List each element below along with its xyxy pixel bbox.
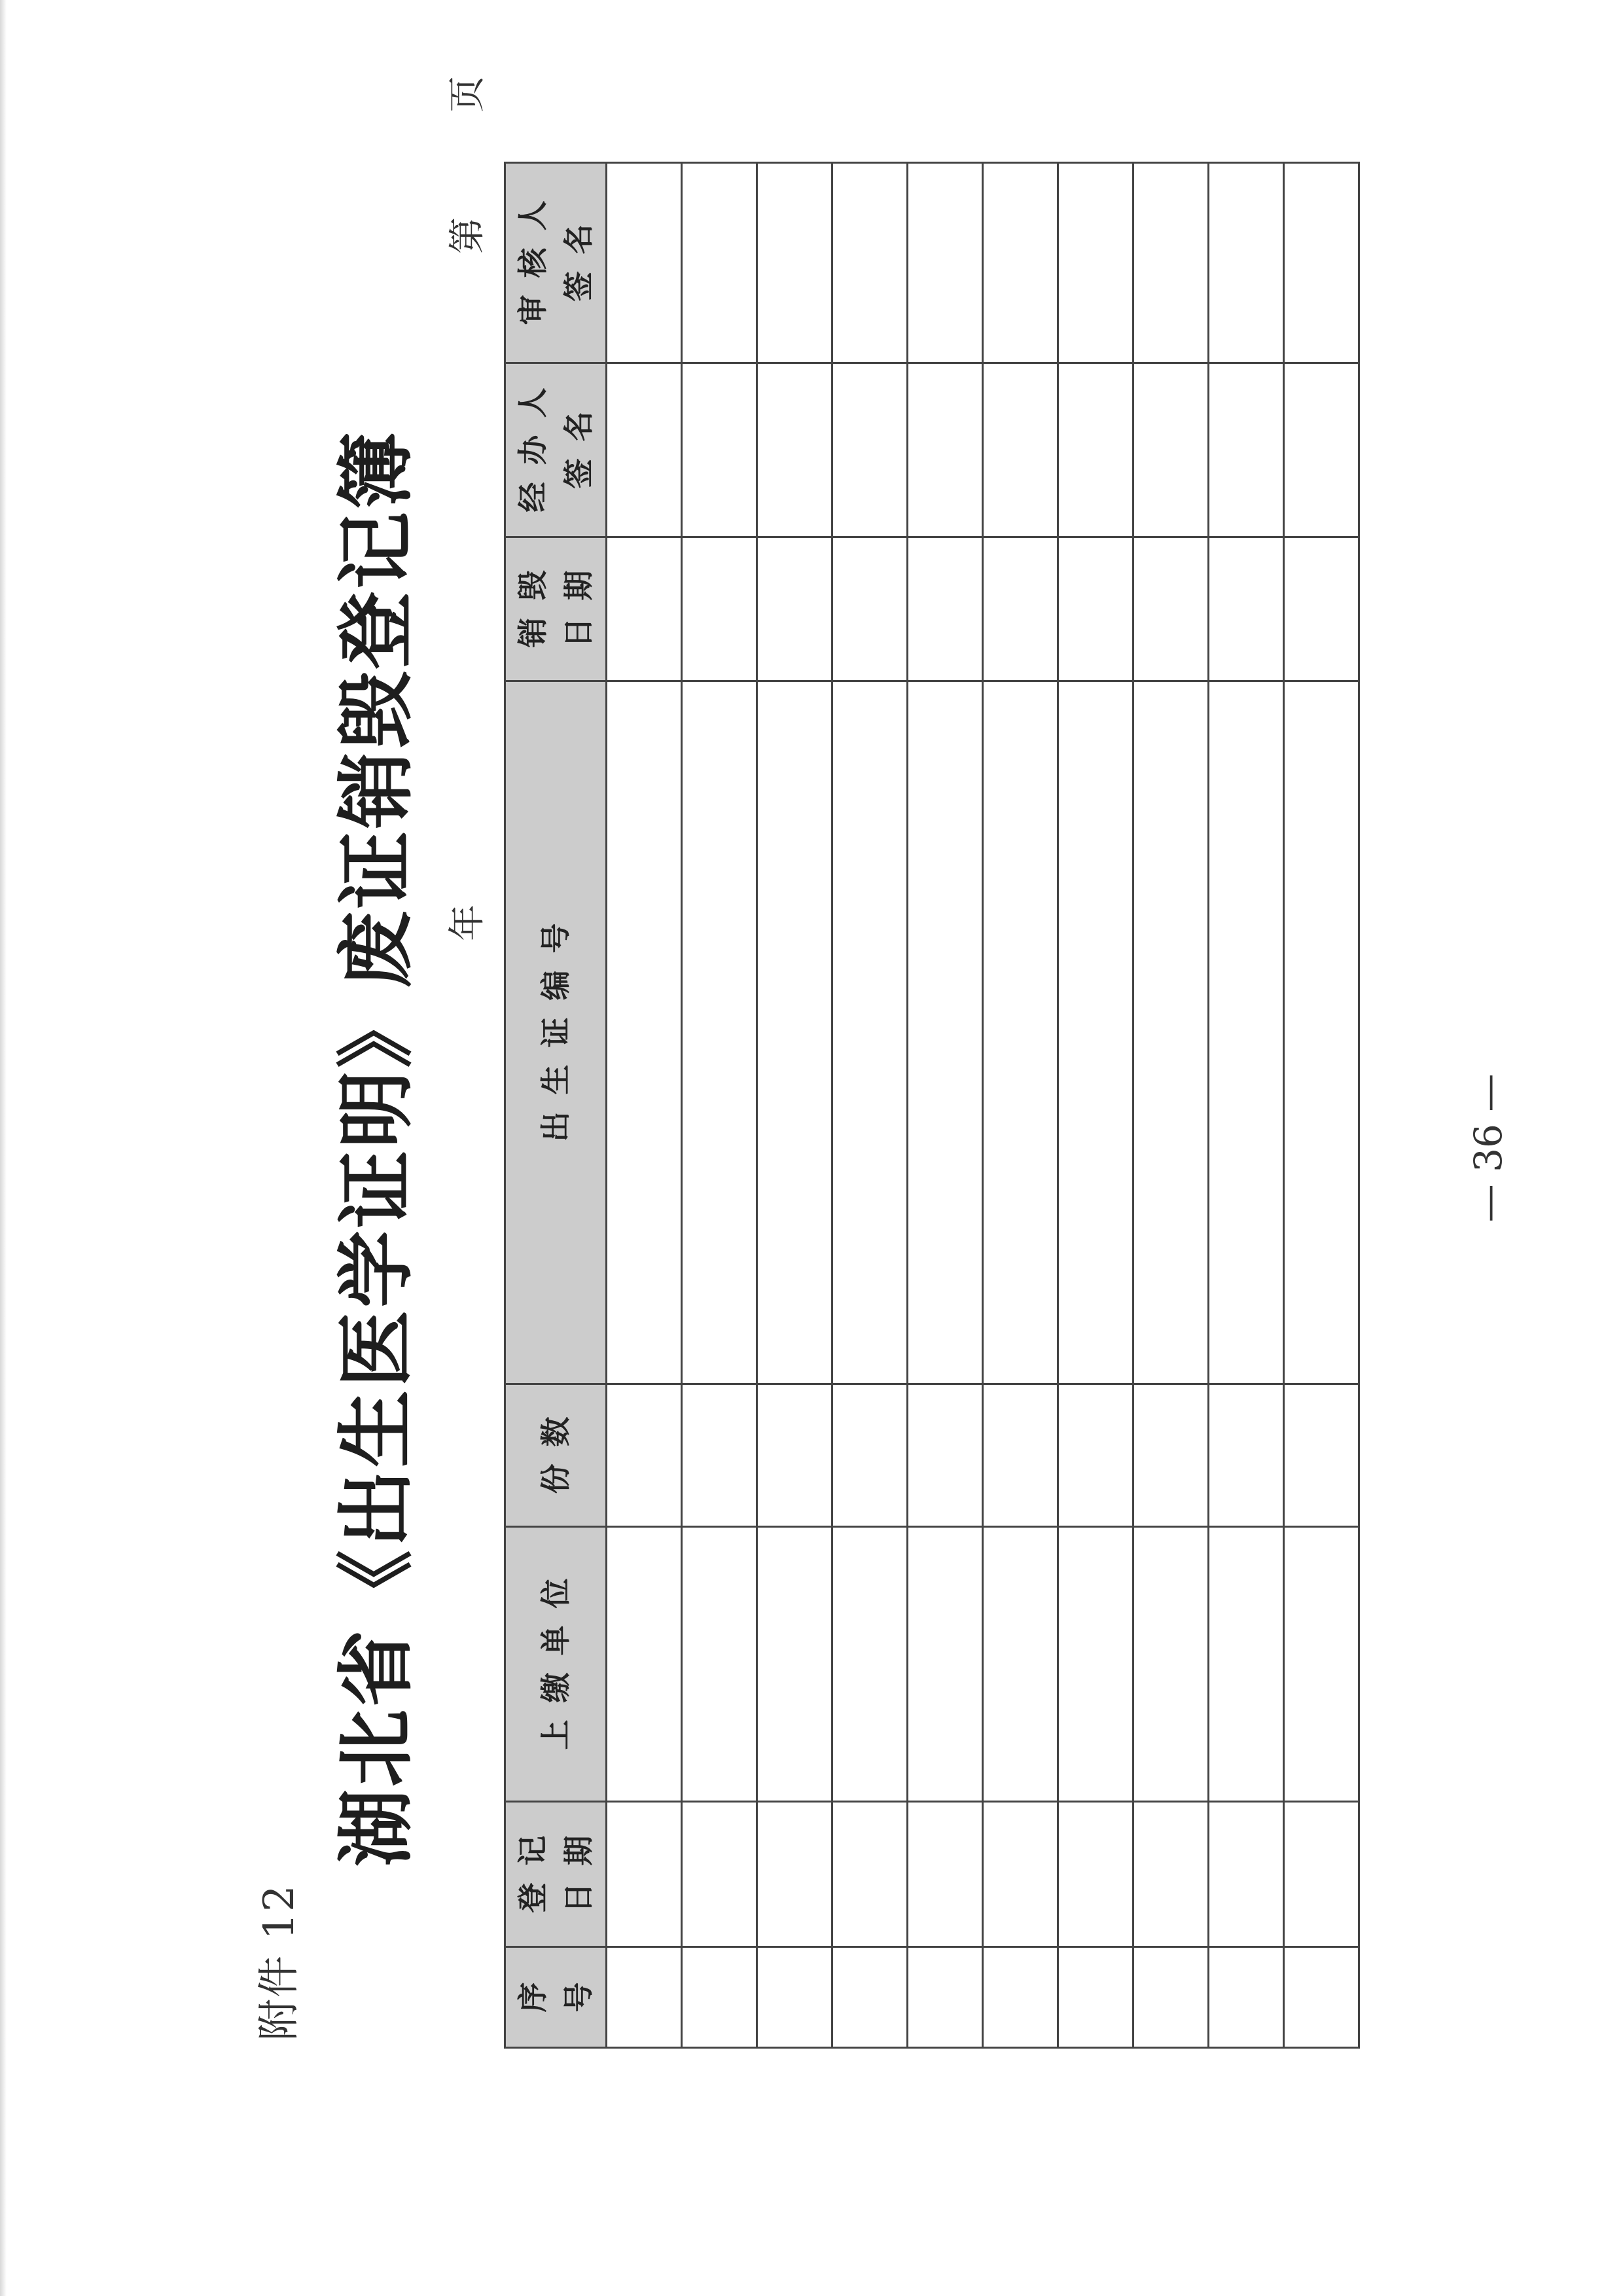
table-cell[interactable] (832, 363, 908, 537)
table-cell[interactable] (682, 537, 757, 681)
table-cell[interactable] (757, 1802, 832, 1947)
table-cell[interactable] (1284, 1802, 1359, 1947)
table-row (832, 163, 908, 2048)
table-cell[interactable] (983, 163, 1058, 363)
table-cell[interactable] (1284, 1527, 1359, 1802)
table-cell[interactable] (682, 1802, 757, 1947)
table-cell[interactable] (832, 1947, 908, 2048)
table-cell[interactable] (607, 363, 682, 537)
table-cell[interactable] (1058, 363, 1133, 537)
table-cell[interactable] (1284, 537, 1359, 681)
table-cell[interactable] (682, 681, 757, 1384)
table-cell[interactable] (757, 163, 832, 363)
table-cell[interactable] (983, 1802, 1058, 1947)
table-cell[interactable] (1284, 163, 1359, 363)
table-cell[interactable] (1209, 363, 1284, 537)
table-row (1133, 163, 1209, 2048)
table-header-row (505, 163, 607, 2048)
table-cell[interactable] (1284, 363, 1359, 537)
destruction-register-table (504, 162, 1360, 2049)
table-cell[interactable] (1133, 1384, 1209, 1527)
table-cell[interactable] (757, 681, 832, 1384)
column-header-copies: 份数 (505, 1384, 607, 1527)
column-header-handler-signature: 经办人 签名 (505, 363, 607, 537)
table-cell[interactable] (983, 681, 1058, 1384)
column-header-submitting-unit: 上缴单位 (505, 1527, 607, 1802)
table-cell[interactable] (607, 1384, 682, 1527)
table-cell[interactable] (1058, 163, 1133, 363)
table-cell[interactable] (757, 1527, 832, 1802)
table-cell[interactable] (1133, 1527, 1209, 1802)
table-cell[interactable] (908, 1802, 983, 1947)
table-cell[interactable] (832, 681, 908, 1384)
table-cell[interactable] (757, 1947, 832, 2048)
table-cell[interactable] (1058, 1527, 1133, 1802)
table-cell[interactable] (908, 1527, 983, 1802)
table-cell[interactable] (757, 1384, 832, 1527)
table-row (1209, 163, 1284, 2048)
page-label-suffix: 页 (446, 76, 489, 113)
table-cell[interactable] (1058, 1384, 1133, 1527)
table-cell[interactable] (1133, 537, 1209, 681)
table-cell[interactable] (1209, 1802, 1284, 1947)
table-cell[interactable] (607, 163, 682, 363)
table-cell[interactable] (1209, 537, 1284, 681)
table-cell[interactable] (1284, 1947, 1359, 2048)
table-cell[interactable] (1133, 363, 1209, 537)
table-cell[interactable] (682, 1947, 757, 2048)
table-row (1284, 163, 1359, 2048)
column-header-certificate-number: 出生证编号 (505, 681, 607, 1384)
table-cell[interactable] (983, 363, 1058, 537)
table-row (983, 163, 1058, 2048)
table-cell[interactable] (682, 1527, 757, 1802)
table-cell[interactable] (1133, 1802, 1209, 1947)
table-cell[interactable] (1284, 1384, 1359, 1527)
table-cell[interactable] (908, 537, 983, 681)
table-cell[interactable] (757, 537, 832, 681)
attachment-label: 附件 12 (255, 1884, 304, 2041)
table-cell[interactable] (682, 1384, 757, 1527)
column-header-register-date: 登记 日期 (505, 1802, 607, 1947)
table-cell[interactable] (832, 1527, 908, 1802)
table-cell[interactable] (607, 1802, 682, 1947)
table-cell[interactable] (1133, 1947, 1209, 2048)
page-number: — 36 — (1466, 1073, 1510, 1223)
table-cell[interactable] (1058, 1802, 1133, 1947)
table-row (1058, 163, 1133, 2048)
table-cell[interactable] (1209, 163, 1284, 363)
table-row (757, 163, 832, 2048)
table-row (607, 163, 682, 2048)
table-cell[interactable] (832, 163, 908, 363)
table-cell[interactable] (908, 1947, 983, 2048)
table-cell[interactable] (1209, 1384, 1284, 1527)
table-cell[interactable] (908, 163, 983, 363)
table-cell[interactable] (832, 1802, 908, 1947)
table-cell[interactable] (983, 537, 1058, 681)
column-header-destruction-date: 销毁 日期 (505, 537, 607, 681)
table-cell[interactable] (682, 163, 757, 363)
table-row (908, 163, 983, 2048)
table-cell[interactable] (908, 1384, 983, 1527)
table-cell[interactable] (1133, 163, 1209, 363)
table-cell[interactable] (607, 681, 682, 1384)
year-label: 年 (446, 905, 489, 941)
page-label-prefix: 第 (446, 217, 489, 254)
table-body (607, 163, 1359, 2048)
column-header-reviewer-signature: 审核人 签名 (505, 163, 607, 363)
table-cell[interactable] (682, 363, 757, 537)
table-cell[interactable] (607, 1527, 682, 1802)
table-cell[interactable] (1209, 1527, 1284, 1802)
table-cell[interactable] (1058, 537, 1133, 681)
table-cell[interactable] (1284, 681, 1359, 1384)
table-cell[interactable] (983, 1527, 1058, 1802)
table-cell[interactable] (1209, 1947, 1284, 2048)
table-cell[interactable] (908, 681, 983, 1384)
table-cell[interactable] (607, 1947, 682, 2048)
table-cell[interactable] (832, 537, 908, 681)
table-cell[interactable] (1209, 681, 1284, 1384)
table-cell[interactable] (1133, 681, 1209, 1384)
page-title: 湖北省《出生医学证明》废证销毁登记簿 (331, 429, 421, 1867)
table-cell[interactable] (757, 363, 832, 537)
table-cell[interactable] (908, 363, 983, 537)
table-cell[interactable] (1058, 1947, 1133, 2048)
table-cell[interactable] (832, 1384, 908, 1527)
column-header-serial: 序号 (505, 1947, 607, 2048)
table-cell[interactable] (607, 537, 682, 681)
table-cell[interactable] (1058, 681, 1133, 1384)
page-label (438, 76, 491, 254)
table-row (682, 163, 757, 2048)
table-cell[interactable] (983, 1947, 1058, 2048)
table-cell[interactable] (983, 1384, 1058, 1527)
